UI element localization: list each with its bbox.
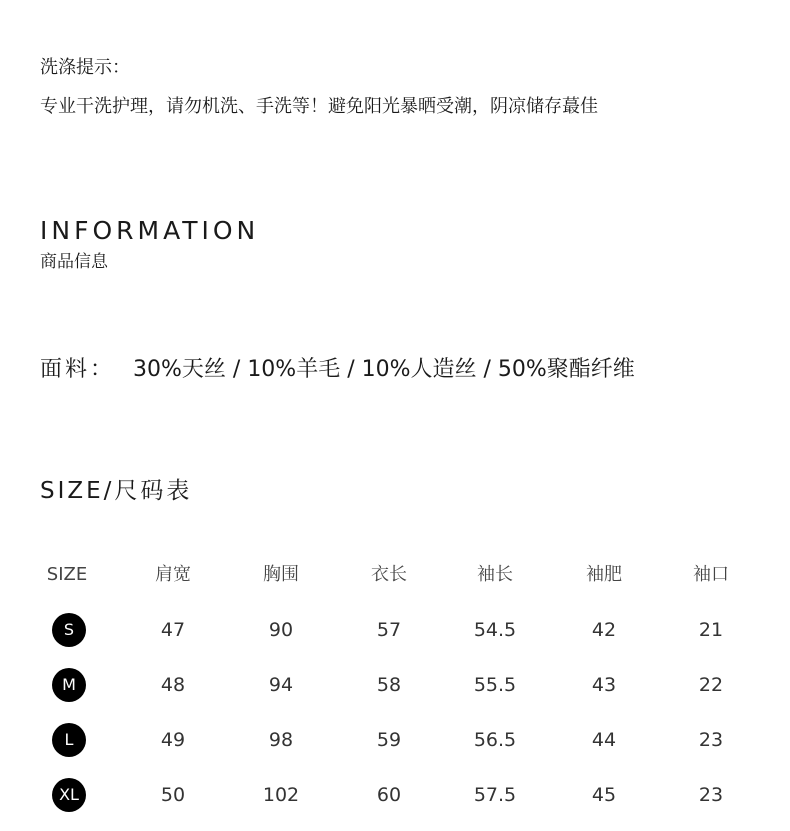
size-badge: XL (52, 778, 86, 812)
information-heading: INFORMATION (40, 216, 260, 245)
table-cell: 58 (376, 674, 402, 696)
column-header-sleeve-width: 袖肥 (586, 564, 622, 585)
column-header-shoulder: 肩宽 (155, 564, 191, 585)
fabric-value: 30%天丝 / 10%羊毛 / 10%人造丝 / 50%聚酯纤维 (133, 357, 635, 382)
column-header-sleeve-length: 袖长 (477, 564, 513, 585)
table-cell: 42 (591, 619, 617, 641)
table-cell: 57 (376, 619, 402, 641)
table-cell: 23 (698, 729, 724, 751)
column-header-chest: 胸围 (263, 564, 299, 585)
table-cell: 44 (591, 729, 617, 751)
table-cell: 50 (160, 784, 186, 806)
table-cell: 98 (268, 729, 294, 751)
table-cell: 102 (262, 784, 300, 806)
column-header-length: 衣长 (371, 564, 407, 585)
table-cell: 90 (268, 619, 294, 641)
information-subtitle: 商品信息 (40, 252, 108, 272)
care-title: 洗涤提示： (40, 57, 130, 78)
table-cell: 55.5 (473, 674, 517, 696)
table-row (0, 615, 790, 645)
fabric-composition (40, 355, 635, 385)
table-cell: 22 (698, 674, 724, 696)
table-cell: 23 (698, 784, 724, 806)
care-instructions: 专业干洗护理，请勿机洗、手洗等！避免阳光暴晒受潮，阴凉储存蕞佳 (40, 96, 598, 117)
table-cell: 47 (160, 619, 186, 641)
table-cell: 49 (160, 729, 186, 751)
size-badge: L (52, 723, 86, 757)
table-cell: 94 (268, 674, 294, 696)
table-cell: 48 (160, 674, 186, 696)
fabric-label: 面料： (40, 357, 116, 382)
column-header-cuff: 袖口 (693, 564, 729, 585)
table-cell: 57.5 (473, 784, 517, 806)
table-row (0, 670, 790, 700)
table-cell: 59 (376, 729, 402, 751)
size-badge: M (52, 668, 86, 702)
table-cell: 21 (698, 619, 724, 641)
size-badge: S (52, 613, 86, 647)
table-row (0, 780, 790, 810)
column-header-size: SIZE (46, 564, 88, 585)
table-cell: 45 (591, 784, 617, 806)
size-chart-heading: SIZE/尺码表 (40, 478, 193, 504)
size-chart-table (0, 560, 790, 810)
table-row (0, 725, 790, 755)
table-cell: 54.5 (473, 619, 517, 641)
table-cell: 43 (591, 674, 617, 696)
table-cell: 60 (376, 784, 402, 806)
table-cell: 56.5 (473, 729, 517, 751)
size-chart-header-row (0, 560, 790, 590)
